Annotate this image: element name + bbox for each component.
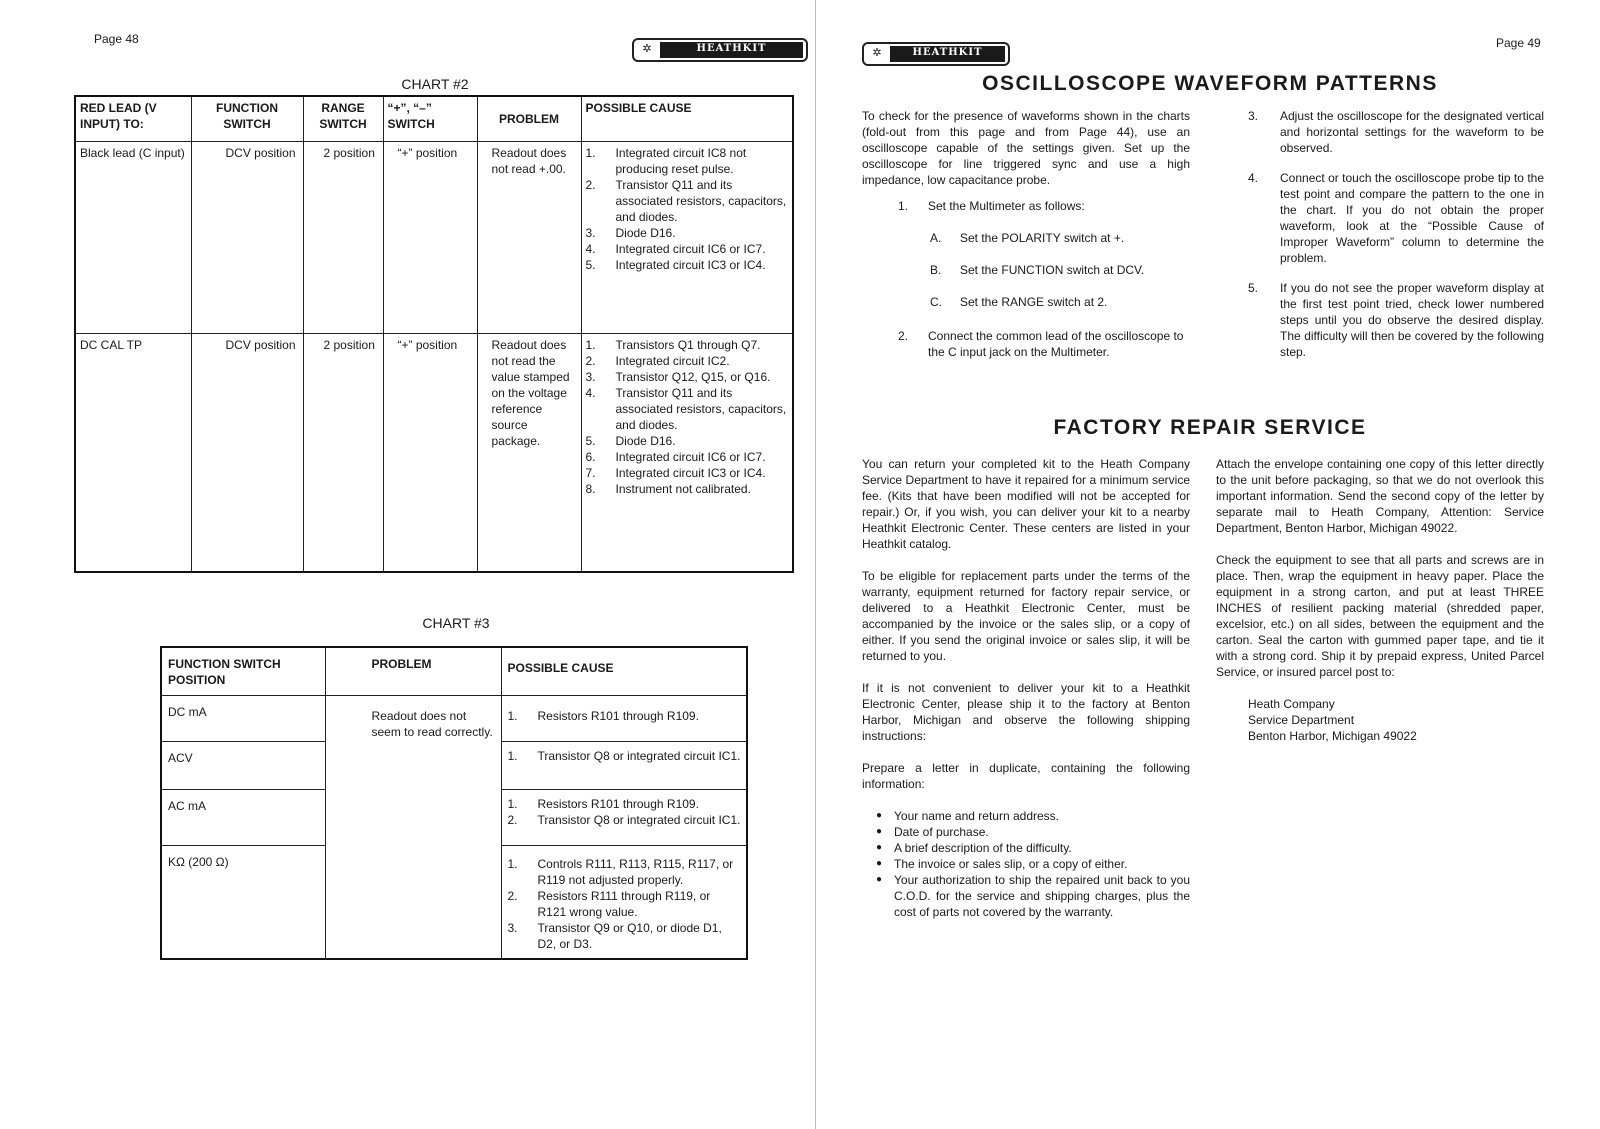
list-item: 2. Integrated circuit IC2. [585,354,730,368]
cause-list [508,708,743,724]
shipping-address [1216,696,1544,744]
address-line: Service Department [1248,713,1355,727]
chart2-table [74,95,794,573]
step-2: 2. Connect the common lead of the oscilloscope to the C input jack on the Multimeter. [898,329,1184,359]
col-header-possible-cause: POSSIBLE CAUSE [581,96,793,142]
cause-list [508,856,743,952]
oscilloscope-left-column [862,108,1190,360]
col-header-red-lead: RED LEAD (V INPUT) TO: [75,96,191,142]
cell-causes [501,741,747,789]
cell-problem: Readout does not read the value stamped on the voltage reference source package. [477,334,581,572]
cell-switch: “+” position [383,142,477,334]
table-row [161,695,747,741]
list-item: ● A brief description of the difficulty. [874,840,1190,856]
page-number-right: Page 49 [1496,36,1541,50]
cell-causes [581,334,793,572]
list-item: ● Your name and return address. [874,808,1190,824]
cell-problem: Readout does not seem to read correctly. [325,695,501,959]
list-item: 1. Resistors R101 through R109. [507,708,699,723]
cell-problem: Readout does not read +.00. [477,142,581,334]
list-item: 6. Integrated circuit IC6 or IC7. [585,450,766,464]
cause-list [586,145,789,273]
cell-red-lead: Black lead (C input) [75,142,191,334]
cell-position: ACV [161,741,325,789]
list-item: 4. Integrated circuit IC6 or IC7. [585,242,766,256]
col-header-possible-cause: POSSIBLE CAUSE [501,647,747,695]
repair-paragraph: You can return your completed kit to the Heath Company Service Department to have it repaired for a minimum service fee. (Kits that have been modified will not be accepted for repair.) Or, if you wish, you can deliver your kit to a nearby Heathkit Electronic Center. These centers are listed in your Heathkit catalog. [862,457,1190,551]
list-item: 7. Integrated circuit IC3 or IC4. [585,466,766,480]
col-header-switch: “+”, “–” SWITCH [383,96,477,142]
cell-position: AC mA [161,789,325,845]
list-item: 5. Integrated circuit IC3 or IC4. [585,258,766,272]
oscilloscope-heading: OSCILLOSCOPE WAVEFORM PATTERNS [982,72,1438,95]
repair-paragraph: Check the equipment to see that all parts and screws are in place. Then, wrap the equipment in heavy paper. Place the equipment in a strong carton, and put at least THREE INCHES of resilient packing material (shredded paper, excelsior, etc.) on all sides, between the equipment and the carton. Seal the carton with gummed paper tape, and tie it with a strong cord. Ship it by prepaid express, United Parcel Service, or insured parcel post to: [1216,553,1544,679]
list-item: 8. Instrument not calibrated. [585,482,751,496]
cause-list [508,796,743,828]
list-item: 3. Transistor Q9 or Q10, or diode D1, D2, or D3. [507,920,722,951]
list-item: 1. Resistors R101 through R109. [507,796,699,811]
address-line: Heath Company [1248,697,1335,711]
list-item: 1. Controls R111, R113, R115, R117, or R119 not adjusted properly. [507,856,734,887]
cell-range: 2 position [303,334,383,572]
list-item: 2. Resistors R111 through R119, or R121 wrong value. [507,888,711,919]
step-5: 5. If you do not see the proper waveform display at the first test point tried, check lower numbered steps until you do observe the desired display. The difficulty will then be covered by the following step. [1248,281,1544,359]
cell-switch: “+” position [383,334,477,572]
list-item: 3. Diode D16. [585,226,676,240]
chart3-table [160,646,748,960]
substep-b: B. Set the FUNCTION switch at DCV. [930,263,1145,277]
cell-causes [501,845,747,959]
step-1: 1. Set the Multimeter as follows: [898,199,1085,213]
list-item: 5. Diode D16. [585,434,676,448]
cell-causes [581,142,793,334]
cell-function: DCV position [191,142,303,334]
repair-paragraph: Prepare a letter in duplicate, containing the following information: [862,761,1190,791]
cell-red-lead: DC CAL TP [75,334,191,572]
list-item: ● The invoice or sales slip, or a copy of either. [874,856,1190,872]
repair-paragraph: To be eligible for replacement parts under the terms of the warranty, equipment returned for factory repair service, or delivered to a Heathkit Electronic Center, must be accompanied by the invoice or the sales slip, or a copy of either. If you send the original invoice or sales slip, it will be returned to you. [862,569,1190,663]
cause-list [586,337,789,497]
page-number-left: Page 48 [94,32,139,46]
step-3: 3. Adjust the oscilloscope for the designated vertical and horizontal settings for the waveform to be observed. [1248,109,1544,155]
letter-contents-list [862,808,1190,920]
cell-function: DCV position [191,334,303,572]
col-header-problem: PROBLEM [477,96,581,142]
cell-causes [501,695,747,741]
chart2-header-row [75,96,793,142]
cell-position: KΩ (200 Ω) [161,845,325,959]
address-line: Benton Harbor, Michigan 49022 [1248,729,1417,743]
repair-left-column [862,456,1190,920]
list-item: 2. Transistor Q8 or integrated circuit IC1. [507,812,741,827]
list-item: 4. Transistor Q11 and its associated resistors, capacitors, and diodes. [585,386,787,432]
repair-right-column [1216,456,1544,744]
logo-emblem-icon: ✲ [872,47,882,59]
oscilloscope-intro: To check for the presence of waveforms shown in the charts (fold-out from this page and from Page 44), use an oscilloscope capable of the settings given. Set up the oscilloscope for line triggered sync and use a high impedance, low capacitance probe. [862,109,1190,187]
cause-list [508,748,743,764]
list-item: 3. Transistor Q12, Q15, or Q16. [585,370,771,384]
col-header-range: RANGE SWITCH [303,96,383,142]
col-header-problem: PROBLEM [325,647,501,695]
oscilloscope-right-column [1216,108,1544,360]
table-row [75,334,793,572]
heathkit-logo-right: ✲ HEATHKIT [862,42,1010,66]
substep-c: C. Set the RANGE switch at 2. [930,295,1108,309]
chart2-title: CHART #2 [401,76,469,92]
repair-paragraph: If it is not convenient to deliver your kit to a Heathkit Electronic Center, please ship it to the factory at Benton Harbor, Michigan and observe the following shipping instructions: [862,681,1190,743]
table-row [75,142,793,334]
list-item: 2. Transistor Q11 and its associated resistors, capacitors, and diodes. [585,178,787,224]
cell-causes [501,789,747,845]
cell-position: DC mA [161,695,325,741]
page-gutter [815,0,816,1129]
list-item: 1. Integrated circuit IC8 not producing reset pulse. [585,146,747,176]
list-item: ● Your authorization to ship the repaired unit back to you C.O.D. for the service and shipping charges, plus the cost of parts not covered by the warranty. [874,872,1190,920]
col-header-function: FUNCTION SWITCH [191,96,303,142]
chart3-header-row [161,647,747,695]
step-4: 4. Connect or touch the oscilloscope probe tip to the test point and compare the pattern to the one in the chart. If you do not obtain the proper waveform, look at the “Possible Cause of Improper Waveform” column to determine the problem. [1248,171,1544,265]
repair-heading: FACTORY REPAIR SERVICE [1053,416,1367,439]
list-item: 1. Transistor Q8 or integrated circuit IC1. [507,748,741,763]
repair-paragraph: Attach the envelope containing one copy of this letter directly to the unit before packaging, so that we do not overlook this important information. Send the second copy of the letter by separate mail to Heath Company, Attention: Service Department, Benton Harbor, Michigan 49022. [1216,457,1544,535]
list-item: ● Date of purchase. [874,824,1190,840]
col-header-function-position: FUNCTION SWITCH POSITION [161,647,325,695]
logo-emblem-icon: ✲ [642,43,652,55]
cell-range: 2 position [303,142,383,334]
heathkit-logo-left: ✲ HEATHKIT [632,38,808,62]
chart3-title: CHART #3 [422,615,490,631]
list-item: 1. Transistors Q1 through Q7. [585,338,761,352]
substep-a: A. Set the POLARITY switch at +. [930,231,1125,245]
